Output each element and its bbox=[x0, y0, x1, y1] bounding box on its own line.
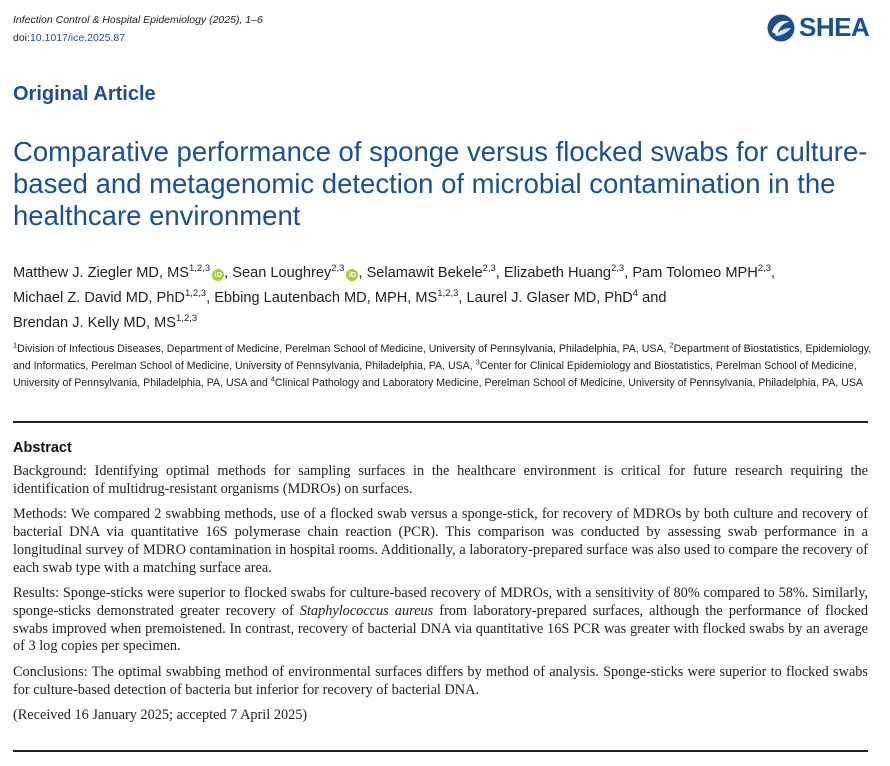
orcid-icon[interactable]: iD bbox=[212, 269, 224, 281]
orcid-icon[interactable]: iD bbox=[346, 269, 358, 281]
logo-text: SHEA bbox=[799, 12, 870, 42]
author[interactable]: Matthew J. Ziegler MD, MS$^{1,2,3}$ bbox=[13, 263, 211, 281]
author[interactable]: Michael Z. David MD, PhD$^{1,2,3}$ bbox=[13, 288, 207, 306]
abstract-background: Background: Identifying optimal methods for sampling surfaces in the healthcare environment is critical for future research requiring the identification of multidrug-resistant organisms (MDROs) on surfaces. bbox=[13, 463, 868, 497]
author[interactable]: Elizabeth Huang$^{2,3}$ bbox=[503, 263, 625, 281]
received-dates: (Received 16 January 2025; accepted 7 April 2025) bbox=[13, 706, 308, 723]
affiliations: $^1$Division of Infectious Diseases, Department of Medicine, Perelman School of Medicine, University of Pennsylvania, Philadelphia, PA, USA, $^2$Department of Biostatistics, Epidemiology, and Informatics, Perelman School of Medicine, University of Pennsylvania, Philadelphia, PA, USA, $^3$Center for Clinical Epidemiology and Biostatistics, Perelman School of Medicine, University of Pennsylvania, Philadelphia, PA, USA and $^4$Clinical Pathology and Laboratory Medicine, Perelman School of Medicine, University of Pennsylvania, Philadelphia, PA, USA bbox=[13, 340, 872, 389]
article-title: Comparative performance of sponge versus flocked swabs for culture-based and metagenomic detection of microbial contamination in the healthcare environment bbox=[13, 136, 868, 231]
abstract-methods: Methods: We compared 2 swabbing methods, use of a flocked swab versus a sponge-stick, for recovery of MDROs by both culture and recovery of bacterial DNA via quantitative 16S polymerase chain reaction (PCR). This comparison was conducted by assessing swab performance in a longitudinal survey of MDRO contamination in hospital rooms. Additionally, a laboratory-prepared surface was also used to compare the recovery of each swab type with a matching surface area. bbox=[13, 506, 868, 576]
abstract-body bbox=[13, 463, 868, 732]
abstract-conclusions: Conclusions: The optimal swabbing method of environmental surfaces differs by method of analysis. Sponge-sticks were superior to flocked swabs for culture-based detection of bacteria but inferior for recovery of bacterial DNA. bbox=[13, 663, 868, 698]
author-list: Matthew J. Ziegler MD, MS$^{1,2,3}$iD , Sean Loughrey$^{2,3}$iD , Selamawit Bekele$^{2,3}$, Elizabeth Huang$^{2,3}$, Pam Tolomeo MPH$^{2,3}$, Michael Z. David MD, PhD$^{1,2,3}$, Ebbing Lautenbach MD, MPH, MS$^{1,2,3}$, Laurel J. Glaser MD, PhD$^4$ and Brendan J. Kelly MD, MS$^{1,2,3}$ bbox=[13, 263, 776, 331]
doi-link[interactable]: 10.1017/ice.2025.87 bbox=[29, 32, 126, 44]
affiliation: Clinical Pathology and Laboratory Medicine, Perelman School of Medicine, University of Pennsylvania, Philadelphia, PA, USA bbox=[274, 377, 863, 389]
author[interactable]: Brendan J. Kelly MD, MS$^{1,2,3}$ bbox=[13, 313, 198, 331]
abstract-heading: Abstract bbox=[13, 440, 72, 456]
shea-globe-icon bbox=[766, 13, 796, 43]
doi-prefix: doi: bbox=[13, 32, 30, 44]
author[interactable]: Pam Tolomeo MPH$^{2,3}$ bbox=[632, 263, 771, 281]
author[interactable]: Laurel J. Glaser MD, PhD$^4$ bbox=[466, 288, 639, 306]
divider-top bbox=[13, 421, 868, 423]
author[interactable]: Ebbing Lautenbach MD, MPH, MS$^{1,2,3}$ bbox=[214, 288, 459, 306]
shea-logo bbox=[766, 12, 869, 43]
journal-citation: Infection Control & Hospital Epidemiology (2025), 1–6 bbox=[13, 14, 263, 26]
species-name: Staphylococcus aureus bbox=[299, 602, 434, 619]
doi-line bbox=[13, 29, 263, 47]
divider-bottom bbox=[13, 750, 868, 752]
journal-header bbox=[13, 11, 263, 47]
author[interactable]: Selamawit Bekele$^{2,3}$ bbox=[366, 263, 496, 281]
affiliation: Division of Infectious Diseases, Department of Medicine, Perelman School of Medicine, University of Pennsylvania, Philadelphia, PA, USA, bbox=[17, 343, 670, 355]
affiliation: Center for Clinical Epidemiology and Biostatistics, Perelman School of Medicine, University of Pennsylvania, Philadelphia, PA, USA and bbox=[13, 360, 857, 389]
author[interactable]: Sean Loughrey$^{2,3}$ bbox=[232, 263, 345, 281]
article-type: Original Article bbox=[13, 83, 156, 105]
abstract-results: Results: Sponge-sticks were superior to flocked swabs for culture-based recovery of MDROs, with a sensitivity of 80% compared to 58%. Similarly, sponge-sticks demonstrated greater recovery of Staphylococcus aureus from laboratory-prepared surfaces, although the performance of flocked swabs improved when premoistened. In contrast, recovery of bacterial DNA via quantitative 16S PCR was greater with flocked swabs by an average of 3 log copies per specimen. bbox=[13, 584, 868, 655]
affiliation: Department of Biostatistics, Epidemiology, and Informatics, Perelman School of Medicine, University of Pennsylvania, Philadelphia, PA, USA, bbox=[13, 343, 872, 372]
